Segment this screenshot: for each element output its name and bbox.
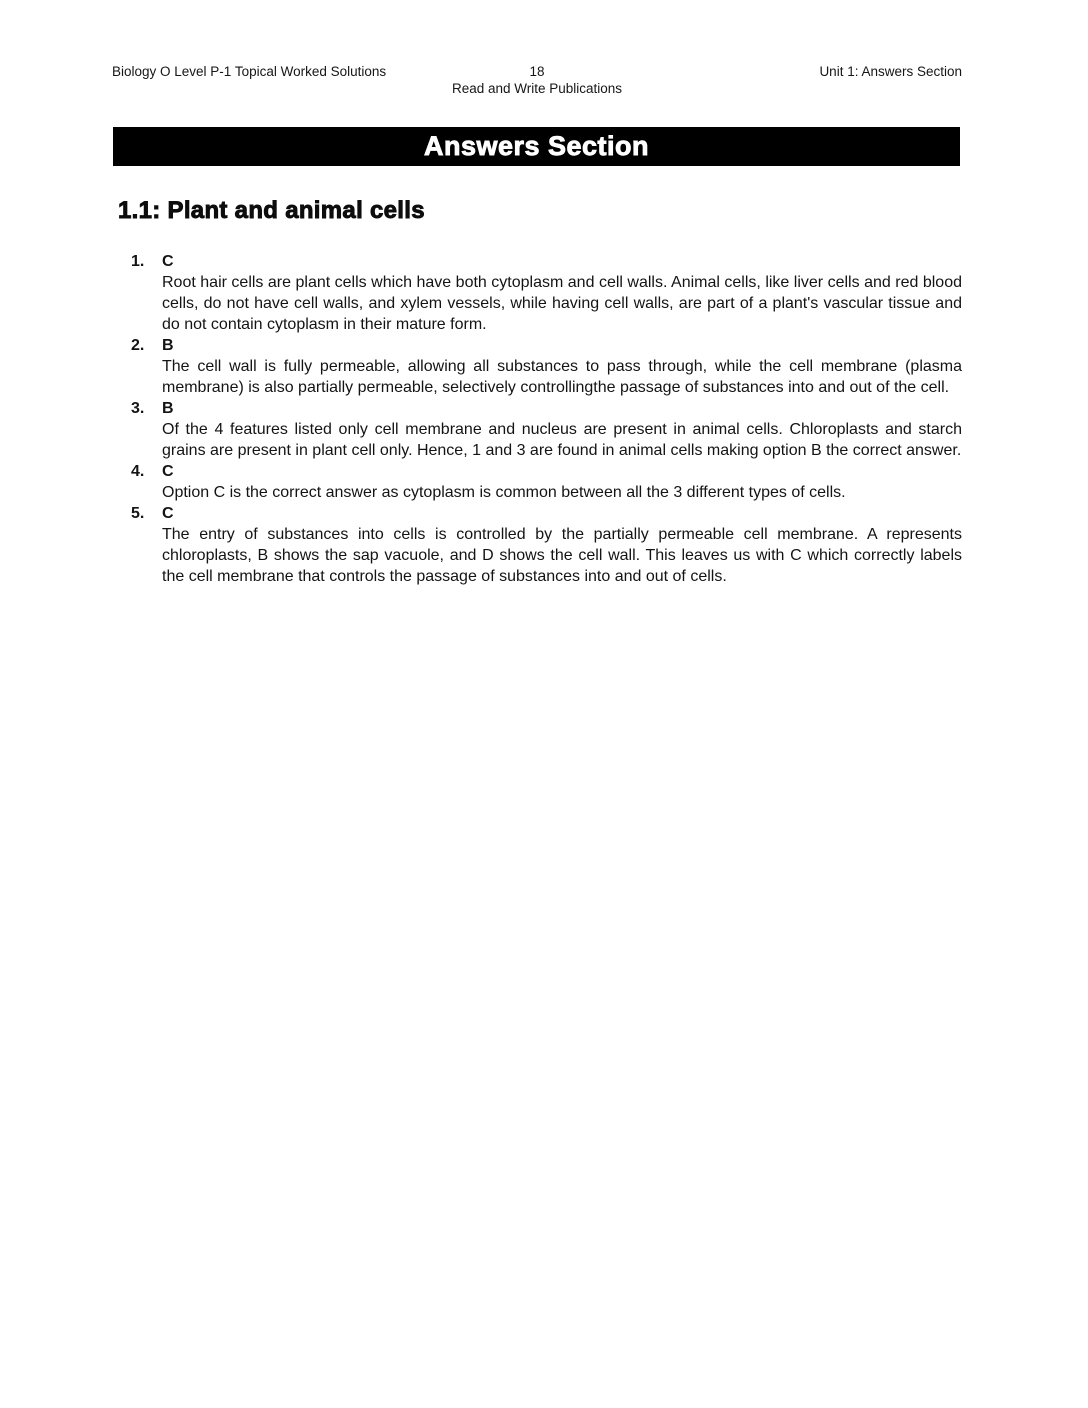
answer-item-1 bbox=[131, 251, 962, 335]
answer-head bbox=[131, 503, 962, 524]
answer-head bbox=[131, 335, 962, 356]
answer-number: 2. bbox=[131, 337, 145, 354]
answer-item-4 bbox=[131, 461, 962, 503]
answer-explanation: The cell wall is fully permeable, allowing all substances to pass through, while the cell membrane (plasma membrane) is also partially permeable, selectively controllingthe passage of substances into and out of the cell. bbox=[162, 358, 962, 396]
answer-head bbox=[131, 398, 962, 419]
answer-number: 1. bbox=[131, 253, 145, 270]
answer-explanation: Option C is the correct answer as cytoplasm is common between all the 3 different types of cells. bbox=[162, 484, 846, 501]
answer-item-5 bbox=[131, 503, 962, 587]
answer-item-2 bbox=[131, 335, 962, 398]
running-header bbox=[112, 0, 962, 97]
answer-explanation: Of the 4 features listed only cell membrane and nucleus are present in animal cells. Chloroplasts and starch grains are present in plant cell only. Hence, 1 and 3 are found in animal cells making option B the correct answer. bbox=[162, 421, 962, 459]
answer-letter: B bbox=[162, 337, 174, 354]
header-unit-title: Unit 1: Answers Section bbox=[819, 64, 963, 79]
header-book-title: Biology O Level P-1 Topical Worked Solutions bbox=[112, 64, 387, 79]
answer-explanation: Root hair cells are plant cells which have both cytoplasm and cell walls. Animal cells, like liver cells and red blood cells, do not have cell walls, and xylem vessels, while having cell walls, are part of a plant's vascular tissue and do not contain cytoplasm in their mature form. bbox=[162, 274, 962, 333]
answer-item-3 bbox=[131, 398, 962, 461]
answer-head bbox=[131, 461, 962, 482]
banner-title: Answers Section bbox=[423, 131, 650, 161]
answer-letter: C bbox=[162, 253, 174, 270]
header-center bbox=[452, 63, 622, 97]
publisher-name: Read and Write Publications bbox=[451, 81, 623, 96]
answer-letter: C bbox=[162, 505, 174, 522]
page-content bbox=[112, 0, 962, 587]
page-number: 18 bbox=[529, 64, 545, 79]
answer-letter: C bbox=[162, 463, 174, 480]
answer-number: 4. bbox=[131, 463, 145, 480]
section-heading: 1.1: Plant and animal cells bbox=[118, 197, 425, 224]
answers-banner bbox=[113, 127, 960, 166]
answers-list bbox=[112, 251, 962, 587]
answer-explanation: The entry of substances into cells is controlled by the partially permeable cell membrane. A represents chloroplasts, B shows the sap vacuole, and D shows the cell wall. This leaves us with C which correctly labels the cell membrane that controls the passage of substances into and out of cells. bbox=[162, 526, 962, 585]
answer-number: 3. bbox=[131, 400, 145, 417]
answer-head bbox=[131, 251, 962, 272]
answer-number: 5. bbox=[131, 505, 145, 522]
answer-letter: B bbox=[162, 400, 174, 417]
